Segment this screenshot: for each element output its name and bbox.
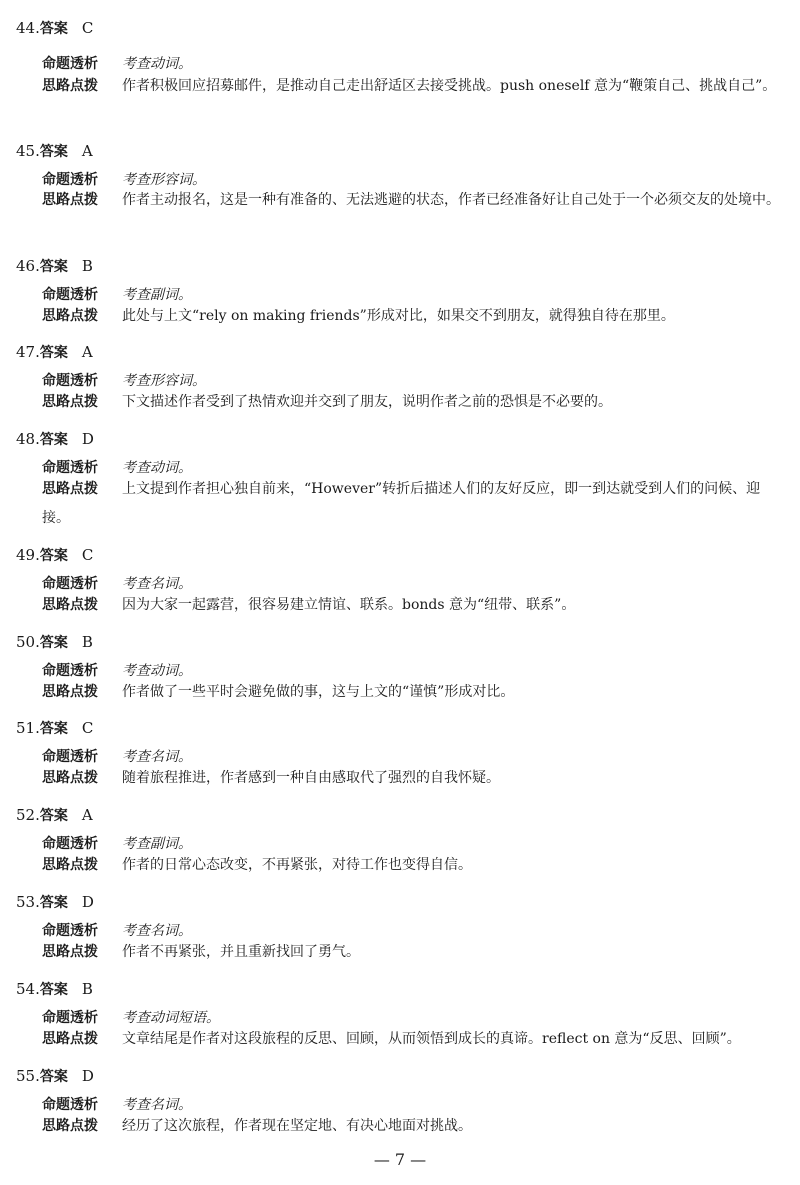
intent-text: 考查形容词。 [122, 172, 206, 188]
question-number: 51. [16, 719, 40, 737]
intent-text: 考查动词。 [122, 460, 192, 476]
intent-text: 考查形容词。 [122, 373, 206, 389]
hint-paragraph [42, 678, 782, 707]
hint-paragraph [42, 1112, 782, 1141]
hint-paragraph [42, 851, 782, 880]
question-number: 48. [16, 430, 40, 448]
hint-label: 思路点拨 [42, 308, 98, 324]
intent-text: 考查动词。 [122, 56, 192, 72]
answer-label: 答案 [39, 635, 68, 651]
hint-label: 思路点拨 [42, 78, 98, 94]
answer-value: A [81, 142, 93, 160]
hint-label: 思路点拨 [42, 684, 98, 700]
intent-text: 考查副词。 [122, 836, 192, 852]
answer-line [16, 342, 93, 363]
answer-value: B [81, 633, 93, 651]
question-number: 44. [16, 19, 40, 37]
hint-paragraph [42, 302, 782, 331]
hint-text: 下文描述作者受到了热情欢迎并交到了朋友，说明作者之前的恐惧是不必要的。 [122, 394, 612, 410]
intent-label: 命题透析 [42, 373, 98, 389]
hint-paragraph [42, 1025, 782, 1054]
hint-text: 上文提到作者担心独自前来，“However”转折后描述人们的友好反应，即一到达就受到人们的问候、迎接。 [42, 481, 761, 526]
hint-text: 作者做了一些平时会避免做的事，这与上文的“谨慎”形成对比。 [122, 684, 515, 700]
intent-label: 命题透析 [42, 836, 98, 852]
question-number: 55. [16, 1067, 40, 1085]
answer-label: 答案 [39, 721, 68, 737]
answer-value: B [81, 257, 93, 275]
answer-value: A [81, 806, 93, 824]
question-number: 45. [16, 142, 40, 160]
answer-value: A [81, 343, 93, 361]
answer-label: 答案 [39, 432, 68, 448]
answer-label: 答案 [39, 548, 68, 564]
answer-label: 答案 [39, 259, 68, 275]
question-number: 49. [16, 546, 40, 564]
intent-label: 命题透析 [42, 576, 98, 592]
hint-label: 思路点拨 [42, 1118, 98, 1134]
hint-paragraph [42, 938, 782, 967]
hint-label: 思路点拨 [42, 1031, 98, 1047]
question-number: 46. [16, 257, 40, 275]
hint-paragraph [42, 591, 782, 620]
intent-text: 考查动词。 [122, 663, 192, 679]
hint-paragraph [42, 475, 782, 533]
hint-paragraph [42, 388, 782, 417]
answer-value: B [81, 980, 93, 998]
answer-label: 答案 [39, 808, 68, 824]
hint-label: 思路点拨 [42, 597, 98, 613]
intent-label: 命题透析 [42, 663, 98, 679]
hint-text: 作者的日常心态改变，不再紧张，对待工作也变得自信。 [122, 857, 472, 873]
hint-text: 因为大家一起露营，很容易建立情谊、联系。bonds 意为“纽带、联系”。 [122, 597, 576, 613]
hint-text: 作者不再紧张，并且重新找回了勇气。 [122, 944, 360, 960]
intent-label: 命题透析 [42, 287, 98, 303]
hint-text: 经历了这次旅程，作者现在坚定地、有决心地面对挑战。 [122, 1118, 472, 1134]
answer-line [16, 18, 93, 39]
intent-label: 命题透析 [42, 923, 98, 939]
intent-label: 命题透析 [42, 1097, 98, 1113]
answer-value: C [81, 19, 94, 37]
hint-label: 思路点拨 [42, 192, 98, 208]
intent-label: 命题透析 [42, 460, 98, 476]
answer-label: 答案 [39, 982, 68, 998]
answer-line [16, 805, 93, 826]
page-number: — 7 — [373, 1150, 427, 1169]
hint-label: 思路点拨 [42, 394, 98, 410]
question-number: 50. [16, 633, 40, 651]
question-number: 54. [16, 980, 40, 998]
hint-label: 思路点拨 [42, 857, 98, 873]
hint-text: 作者主动报名，这是一种有准备的、无法逃避的状态，作者已经准备好让自己处于一个必须交友的处境中。 [122, 192, 780, 208]
answer-value: C [81, 546, 94, 564]
hint-text: 此处与上文“rely on making friends”形成对比，如果交不到朋友，就得独自待在那里。 [122, 308, 675, 324]
intent-line [42, 54, 192, 74]
intent-text: 考查名词。 [122, 576, 192, 592]
answer-line [16, 141, 93, 162]
intent-text: 考查名词。 [122, 749, 192, 765]
answer-label: 答案 [39, 1069, 68, 1085]
question-number: 53. [16, 893, 40, 911]
answer-label: 答案 [39, 345, 68, 361]
hint-text: 文章结尾是作者对这段旅程的反思、回顾，从而领悟到成长的真谛。reflect on 意为“反思、回顾”。 [122, 1031, 741, 1047]
answer-value: D [81, 1067, 94, 1085]
intent-text: 考查名词。 [122, 923, 192, 939]
answer-label: 答案 [39, 21, 68, 37]
answer-value: D [81, 430, 94, 448]
answer-line [16, 256, 93, 277]
intent-text: 考查动词短语。 [122, 1010, 220, 1026]
intent-label: 命题透析 [42, 172, 98, 188]
answer-label: 答案 [39, 895, 68, 911]
hint-text: 作者积极回应招募邮件，是推动自己走出舒适区去接受挑战。push oneself 意为“鞭策自己、挑战自己”。 [122, 78, 777, 94]
answer-line [16, 979, 93, 1000]
answer-line [16, 892, 94, 913]
question-number: 47. [16, 343, 40, 361]
answer-value: C [81, 719, 94, 737]
hint-text: 随着旅程推进，作者感到一种自由感取代了强烈的自我怀疑。 [122, 770, 500, 786]
hint-label: 思路点拨 [42, 481, 98, 497]
answer-label: 答案 [39, 144, 68, 160]
hint-label: 思路点拨 [42, 770, 98, 786]
hint-paragraph [42, 186, 782, 215]
intent-label: 命题透析 [42, 1010, 98, 1026]
intent-text: 考查名词。 [122, 1097, 192, 1113]
intent-text: 考查副词。 [122, 287, 192, 303]
hint-paragraph [42, 72, 782, 101]
hint-label: 思路点拨 [42, 944, 98, 960]
intent-label: 命题透析 [42, 56, 98, 72]
hint-paragraph [42, 764, 782, 793]
answer-value: D [81, 893, 94, 911]
answer-line [16, 718, 93, 739]
answer-line [16, 545, 93, 566]
question-number: 52. [16, 806, 40, 824]
answer-line [16, 632, 93, 653]
answer-line [16, 429, 94, 450]
answer-line [16, 1066, 94, 1087]
intent-label: 命题透析 [42, 749, 98, 765]
